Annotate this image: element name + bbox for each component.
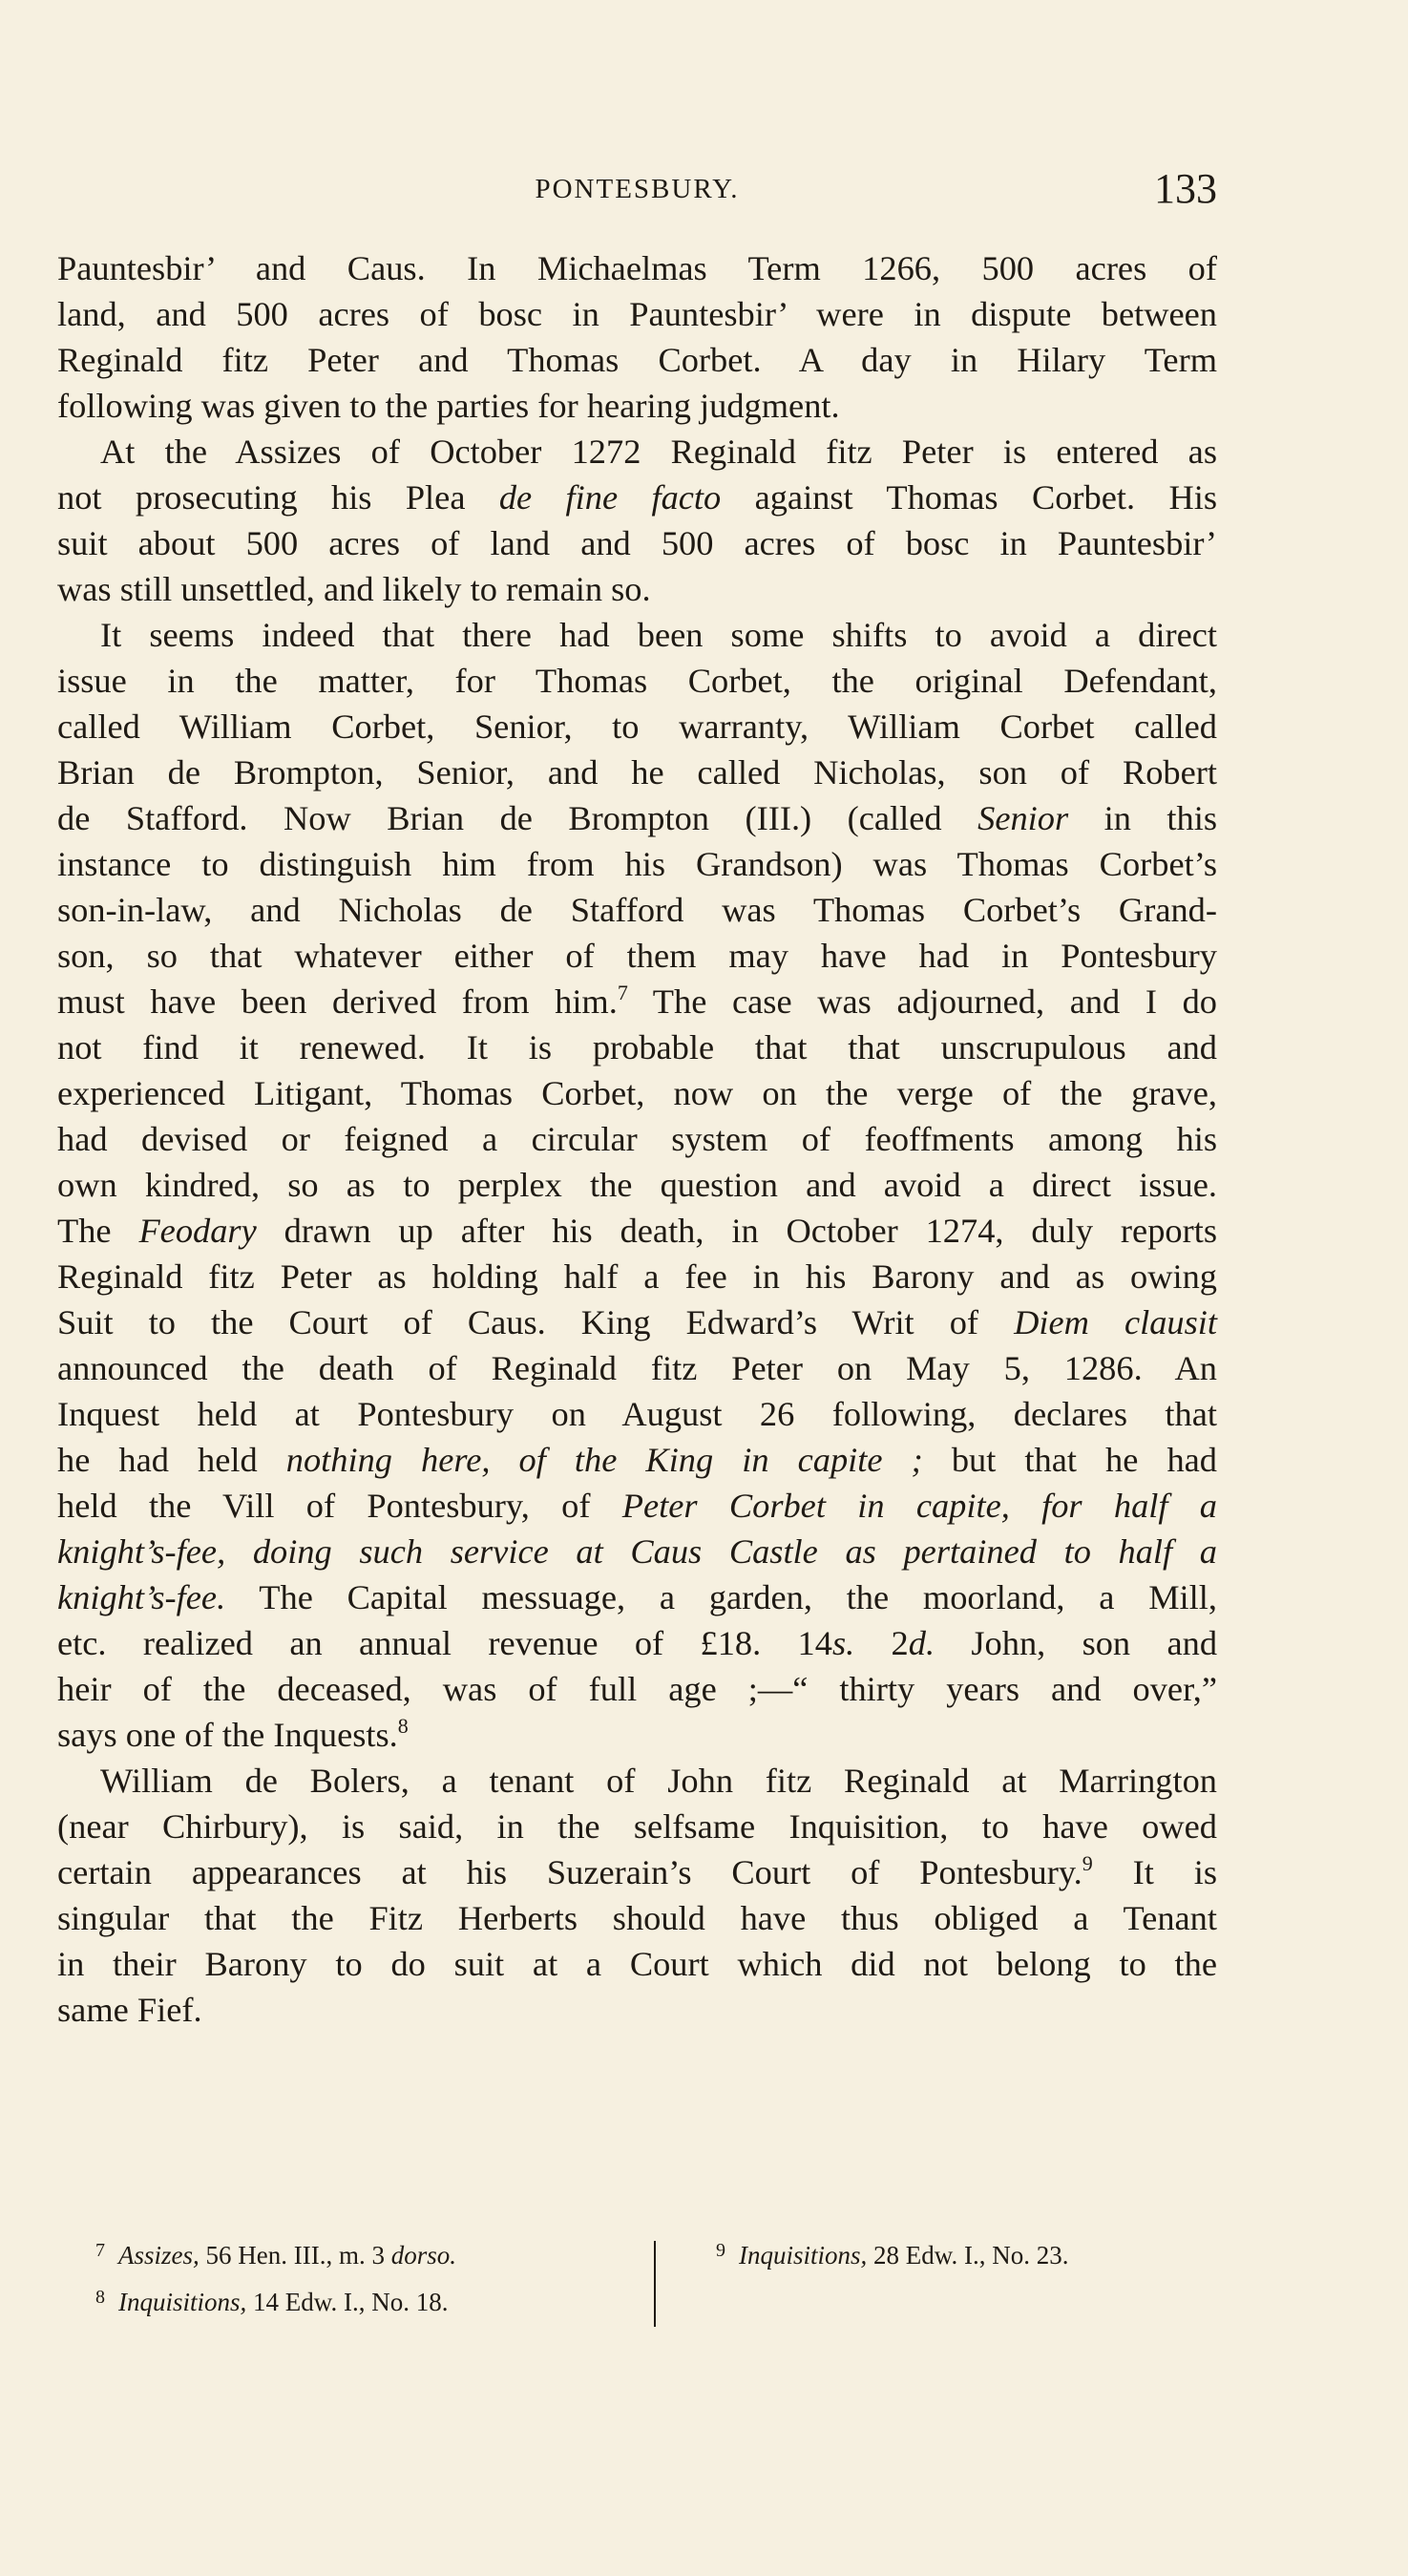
text-line: William de Bolers, a tenant of John fitz Reginald at Marrington <box>100 1762 1217 1800</box>
text-line: The Feodary drawn up after his death, in October 1274, duly reports <box>57 1212 1217 1250</box>
text-line: was still unsettled, and likely to remain so. <box>57 570 651 608</box>
text-line: de Stafford. Now Brian de Brompton (III.) (called Senior in this <box>57 799 1217 837</box>
text-line: not prosecuting his Plea de fine facto against Thomas Corbet. His <box>57 478 1217 517</box>
footnote-number: 7 <box>95 2240 105 2261</box>
footnote-ref: 7 <box>617 981 628 1004</box>
footnotes-left-column <box>95 2229 649 2323</box>
text-line: called William Corbet, Senior, to warranty, William Corbet called <box>57 707 1217 746</box>
text-line: Brian de Brompton, Senior, and he called Nicholas, son of Robert <box>57 753 1217 792</box>
column-divider <box>654 2241 656 2327</box>
footnote: $^8$ Inquisitions, 14 Edw. I., No. 18. <box>95 2287 449 2316</box>
text-line: heir of the deceased, was of full age ;—“ thirty years and over,” <box>57 1670 1217 1708</box>
text-line: same Fief. <box>57 1991 202 2029</box>
text-line: singular that the Fitz Herberts should have thus obliged a Tenant <box>57 1899 1217 1937</box>
text-line: suit about 500 acres of land and 500 acres of bosc in Pauntesbir’ <box>57 524 1217 562</box>
text-line: in their Barony to do suit at a Court which did not belong to the <box>57 1945 1217 1983</box>
body-text <box>57 245 1217 2033</box>
text-line: land, and 500 acres of bosc in Pauntesbir’ were in dispute between <box>57 295 1217 333</box>
text-line: instance to distinguish him from his Grandson) was Thomas Corbet’s <box>57 845 1217 883</box>
text-line: own kindred, so as to perplex the question and avoid a direct issue. <box>57 1166 1217 1204</box>
text-line: experienced Litigant, Thomas Corbet, now on the verge of the grave, <box>57 1074 1217 1112</box>
text-line: following was given to the parties for hearing judgment. <box>57 387 840 425</box>
text-line: It seems indeed that there had been some shifts to avoid a direct <box>100 616 1217 654</box>
text-line: son, so that whatever either of them may have had in Pontesbury <box>57 937 1217 975</box>
text-line: Pauntesbir’ and Caus. In Michaelmas Term 1266, 500 acres of <box>57 249 1217 287</box>
footnote-number: 9 <box>716 2240 725 2261</box>
footnote: $^7$ Assizes, 56 Hen. III., m. 3 dorso. <box>95 2240 456 2270</box>
footnote-number: 8 <box>95 2287 105 2308</box>
text-line: announced the death of Reginald fitz Peter on May 5, 1286. An <box>57 1349 1217 1387</box>
text-line: Suit to the Court of Caus. King Edward’s Writ of Diem clausit <box>57 1303 1217 1341</box>
text-line: issue in the matter, for Thomas Corbet, the original Defendant, <box>57 662 1217 700</box>
text-line: Inquest held at Pontesbury on August 26 following, declares that <box>57 1395 1217 1433</box>
text-line: held the Vill of Pontesbury, of Peter Corbet in capite, for half a <box>57 1487 1217 1525</box>
footnote-ref: 9 <box>1082 1851 1093 1875</box>
text-line: he had held nothing here, of the King in capite ; but that he had <box>57 1441 1217 1479</box>
footnote: $^9$ Inquisitions, 28 Edw. I., No. 23. <box>716 2240 1069 2270</box>
text-line: son-in-law, and Nicholas de Stafford was Thomas Corbet’s Grand- <box>57 891 1217 929</box>
footnote-ref: 8 <box>397 1714 409 1738</box>
text-line: etc. realized an annual revenue of £18. 14s. 2d. John, son and <box>57 1624 1218 1662</box>
text-line: certain appearances at his Suzerain’s Court of Pontesbury.$^9$ It is <box>57 1851 1217 1891</box>
page-number: 133 <box>1154 165 1217 212</box>
text-line: Reginald fitz Peter as holding half a fee in his Barony and as owing <box>57 1257 1217 1296</box>
text-line: At the Assizes of October 1272 Reginald fitz Peter is entered as <box>100 433 1217 471</box>
text-line: not find it renewed. It is probable that that unscrupulous and <box>57 1028 1217 1066</box>
running-title: PONTESBURY. <box>535 174 740 204</box>
text-line: says one of the Inquests.$^8$ <box>57 1714 409 1754</box>
text-line: knight’s-fee, doing such service at Caus Castle as pertained to half a <box>57 1532 1217 1571</box>
footnotes-right-column <box>716 2229 1212 2276</box>
text-line: (near Chirbury), is said, in the selfsame Inquisition, to have owed <box>57 1807 1217 1846</box>
text-line: must have been derived from him.$^7$ The case was adjourned, and I do <box>57 981 1217 1021</box>
text-line: had devised or feigned a circular system of feoffments among his <box>57 1120 1217 1158</box>
text-line: Reginald fitz Peter and Thomas Corbet. A day in Hilary Term <box>57 341 1217 379</box>
text-line: knight’s-fee. The Capital messuage, a garden, the moorland, a Mill, <box>57 1578 1217 1616</box>
page-header <box>57 164 1217 222</box>
